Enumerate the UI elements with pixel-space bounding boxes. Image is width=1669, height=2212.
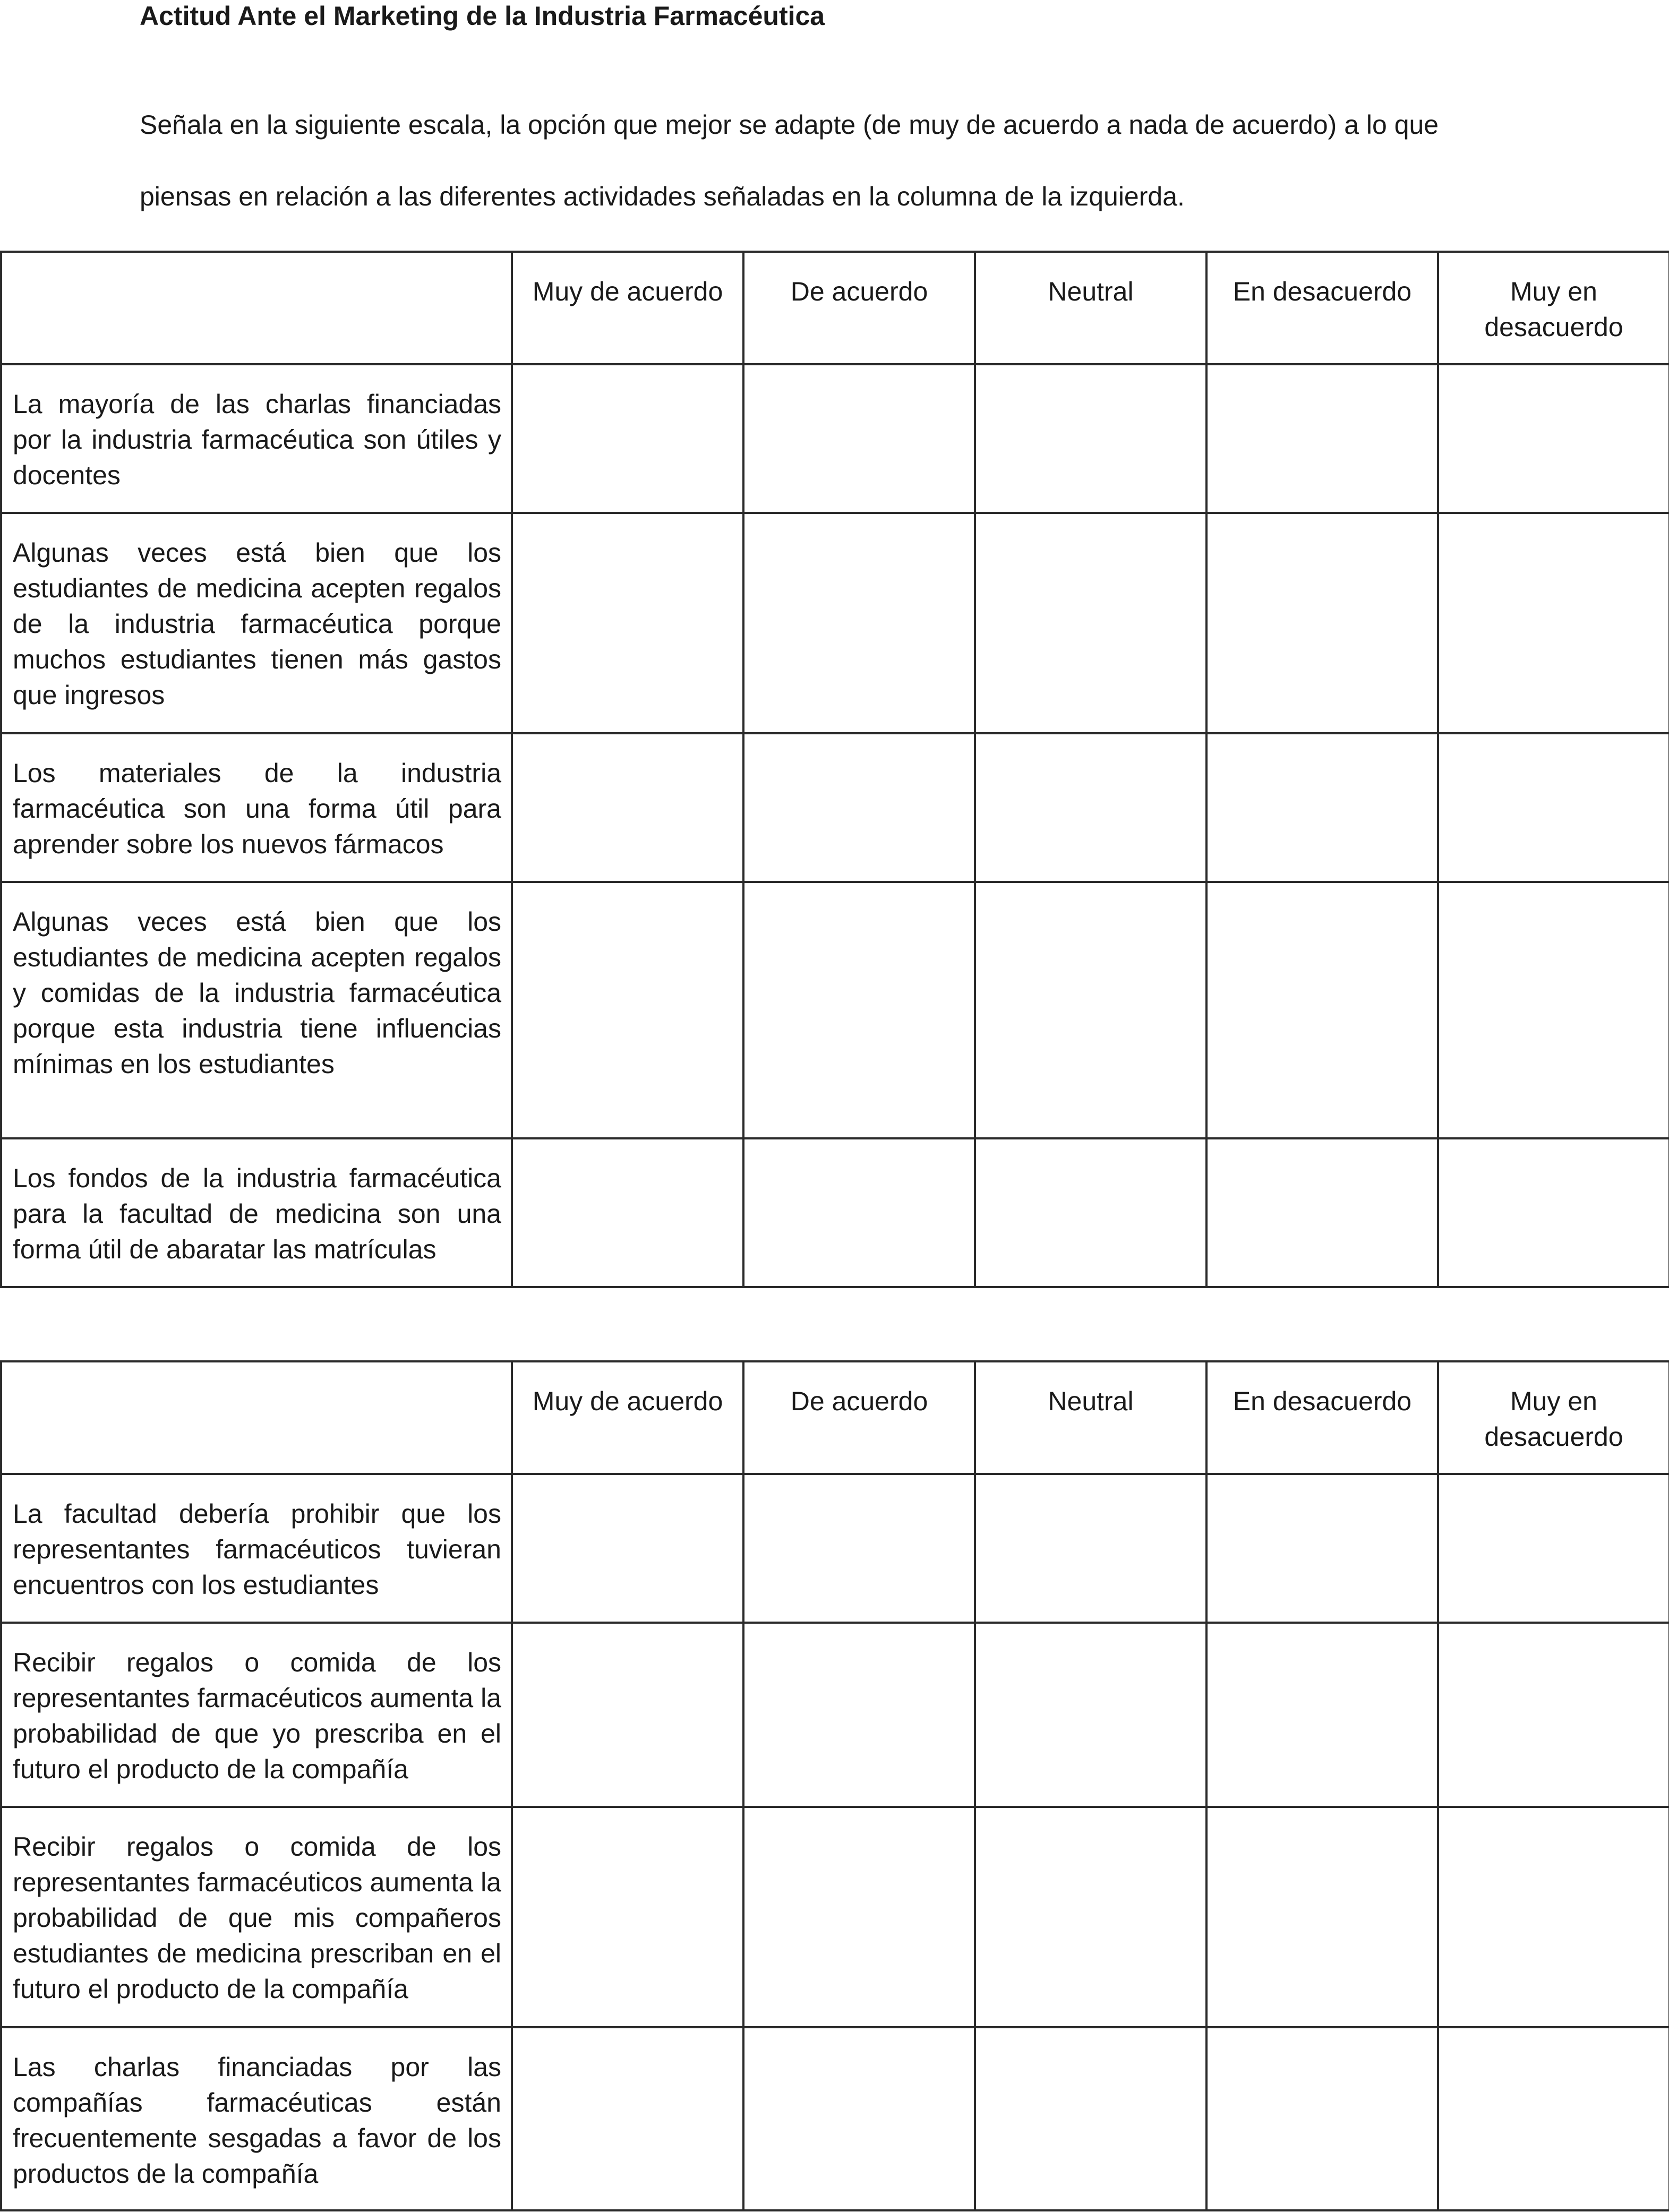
answer-cell[interactable] — [512, 882, 743, 1138]
header-en-desacuerdo: En desacuerdo — [1206, 1361, 1438, 1474]
statement-cell — [1, 1623, 512, 1807]
answer-cell[interactable] — [1206, 1807, 1438, 2027]
answer-cell[interactable] — [512, 513, 743, 733]
statement-cell — [1, 1807, 512, 2027]
answer-cell[interactable] — [743, 364, 975, 513]
statement-cell — [1, 1138, 512, 1287]
answer-cell[interactable] — [1206, 2027, 1438, 2210]
table-row — [1, 1474, 1669, 1623]
statement-cell — [1, 513, 512, 733]
table-row — [1, 733, 1669, 882]
answer-cell[interactable] — [975, 1474, 1206, 1623]
header-muy-en-desacuerdo: Muy en desacuerdo — [1438, 1361, 1669, 1474]
answer-cell[interactable] — [975, 882, 1206, 1138]
instructions-line-2: piensas en relación a las diferentes actividades señaladas en la columna de la izquierda. — [140, 182, 1185, 211]
answer-cell[interactable] — [1438, 1474, 1669, 1623]
answer-cell[interactable] — [512, 364, 743, 513]
answer-cell[interactable] — [1438, 882, 1669, 1138]
statement-text: Los fondos de la industria farmacéutica para la facultad de medicina son una forma útil de abaratar las matrículas — [13, 1163, 501, 1264]
answer-cell[interactable] — [975, 2027, 1206, 2210]
header-neutral: Neutral — [975, 252, 1206, 364]
answer-cell[interactable] — [1438, 1138, 1669, 1287]
statement-cell — [1, 2027, 512, 2210]
statement-text: La mayoría de las charlas financiadas por la industria farmacéutica son útiles y docentes — [13, 389, 501, 490]
answer-cell[interactable] — [512, 1807, 743, 2027]
answer-cell[interactable] — [512, 1474, 743, 1623]
answer-cell[interactable] — [743, 1138, 975, 1287]
survey-table-1 — [0, 251, 1669, 1288]
answer-cell[interactable] — [743, 513, 975, 733]
answer-cell[interactable] — [1206, 364, 1438, 513]
header-de-acuerdo: De acuerdo — [743, 1361, 975, 1474]
table-row — [1, 882, 1669, 1138]
statement-cell — [1, 364, 512, 513]
statement-text: Recibir regalos o comida de los representantes farmacéuticos aumenta la probabilidad de que mis compañeros estudiantes de medicina prescriban en el futuro el producto de la compañía — [13, 1832, 501, 2004]
table-row — [1, 1807, 1669, 2027]
table-row — [1, 1623, 1669, 1807]
header-muy-en-desacuerdo: Muy en desacuerdo — [1438, 252, 1669, 364]
answer-cell[interactable] — [1438, 513, 1669, 733]
answer-cell[interactable] — [975, 1623, 1206, 1807]
answer-cell[interactable] — [975, 1807, 1206, 2027]
header-empty-cell — [1, 1361, 512, 1474]
header-muy-de-acuerdo: Muy de acuerdo — [512, 252, 743, 364]
statement-text: La facultad debería prohibir que los representantes farmacéuticos tuvieran encuentros con los estudiantes — [13, 1499, 501, 1600]
answer-cell[interactable] — [512, 2027, 743, 2210]
answer-cell[interactable] — [1206, 882, 1438, 1138]
answer-cell[interactable] — [975, 513, 1206, 733]
header-de-acuerdo: De acuerdo — [743, 252, 975, 364]
header-neutral: Neutral — [975, 1361, 1206, 1474]
table-header-row — [1, 252, 1669, 364]
table-row — [1, 2027, 1669, 2210]
header-en-desacuerdo: En desacuerdo — [1206, 252, 1438, 364]
survey-table-2 — [0, 1360, 1669, 2211]
statement-text: Los materiales de la industria farmacéutica son una forma útil para aprender sobre los nuevos fármacos — [13, 758, 501, 859]
answer-cell[interactable] — [1438, 1623, 1669, 1807]
answer-cell[interactable] — [975, 733, 1206, 882]
table-header-row — [1, 1361, 1669, 1474]
header-empty-cell — [1, 252, 512, 364]
statement-text: Algunas veces está bien que los estudiantes de medicina acepten regalos de la industria farmacéutica porque muchos estudiantes tienen más gastos que ingresos — [13, 538, 501, 710]
answer-cell[interactable] — [743, 1623, 975, 1807]
table-row — [1, 513, 1669, 733]
statement-cell — [1, 733, 512, 882]
answer-cell[interactable] — [743, 882, 975, 1138]
answer-cell[interactable] — [1206, 1623, 1438, 1807]
statement-text: Recibir regalos o comida de los representantes farmacéuticos aumenta la probabilidad de que yo prescriba en el futuro el producto de la compañía — [13, 1648, 501, 1784]
answer-cell[interactable] — [1438, 1807, 1669, 2027]
answer-cell[interactable] — [975, 1138, 1206, 1287]
statement-text: Las charlas financiadas por las compañías farmacéuticas están frecuentemente sesgadas a favor de los productos de la compañía — [13, 2052, 501, 2189]
page-title: Actitud Ante el Marketing de la Industria Farmacéutica — [140, 1, 825, 31]
instructions-line-1: Señala en la siguiente escala, la opción que mejor se adapte (de muy de acuerdo a nada de acuerdo) a lo que — [140, 110, 1439, 140]
answer-cell[interactable] — [1438, 733, 1669, 882]
answer-cell[interactable] — [512, 1623, 743, 1807]
statement-cell — [1, 882, 512, 1138]
statement-text: Algunas veces está bien que los estudiantes de medicina acepten regalos y comidas de la industria farmacéutica porque esta industria tiene influencias mínimas en los estudiantes — [13, 907, 501, 1079]
answer-cell[interactable] — [1206, 733, 1438, 882]
header-muy-de-acuerdo: Muy de acuerdo — [512, 1361, 743, 1474]
answer-cell[interactable] — [1438, 364, 1669, 513]
table-row — [1, 364, 1669, 513]
statement-cell — [1, 1474, 512, 1623]
answer-cell[interactable] — [512, 733, 743, 882]
answer-cell[interactable] — [1206, 1474, 1438, 1623]
answer-cell[interactable] — [743, 2027, 975, 2210]
answer-cell[interactable] — [743, 1807, 975, 2027]
answer-cell[interactable] — [743, 733, 975, 882]
answer-cell[interactable] — [975, 364, 1206, 513]
answer-cell[interactable] — [1438, 2027, 1669, 2210]
table-row — [1, 1138, 1669, 1287]
answer-cell[interactable] — [1206, 513, 1438, 733]
answer-cell[interactable] — [512, 1138, 743, 1287]
answer-cell[interactable] — [743, 1474, 975, 1623]
answer-cell[interactable] — [1206, 1138, 1438, 1287]
